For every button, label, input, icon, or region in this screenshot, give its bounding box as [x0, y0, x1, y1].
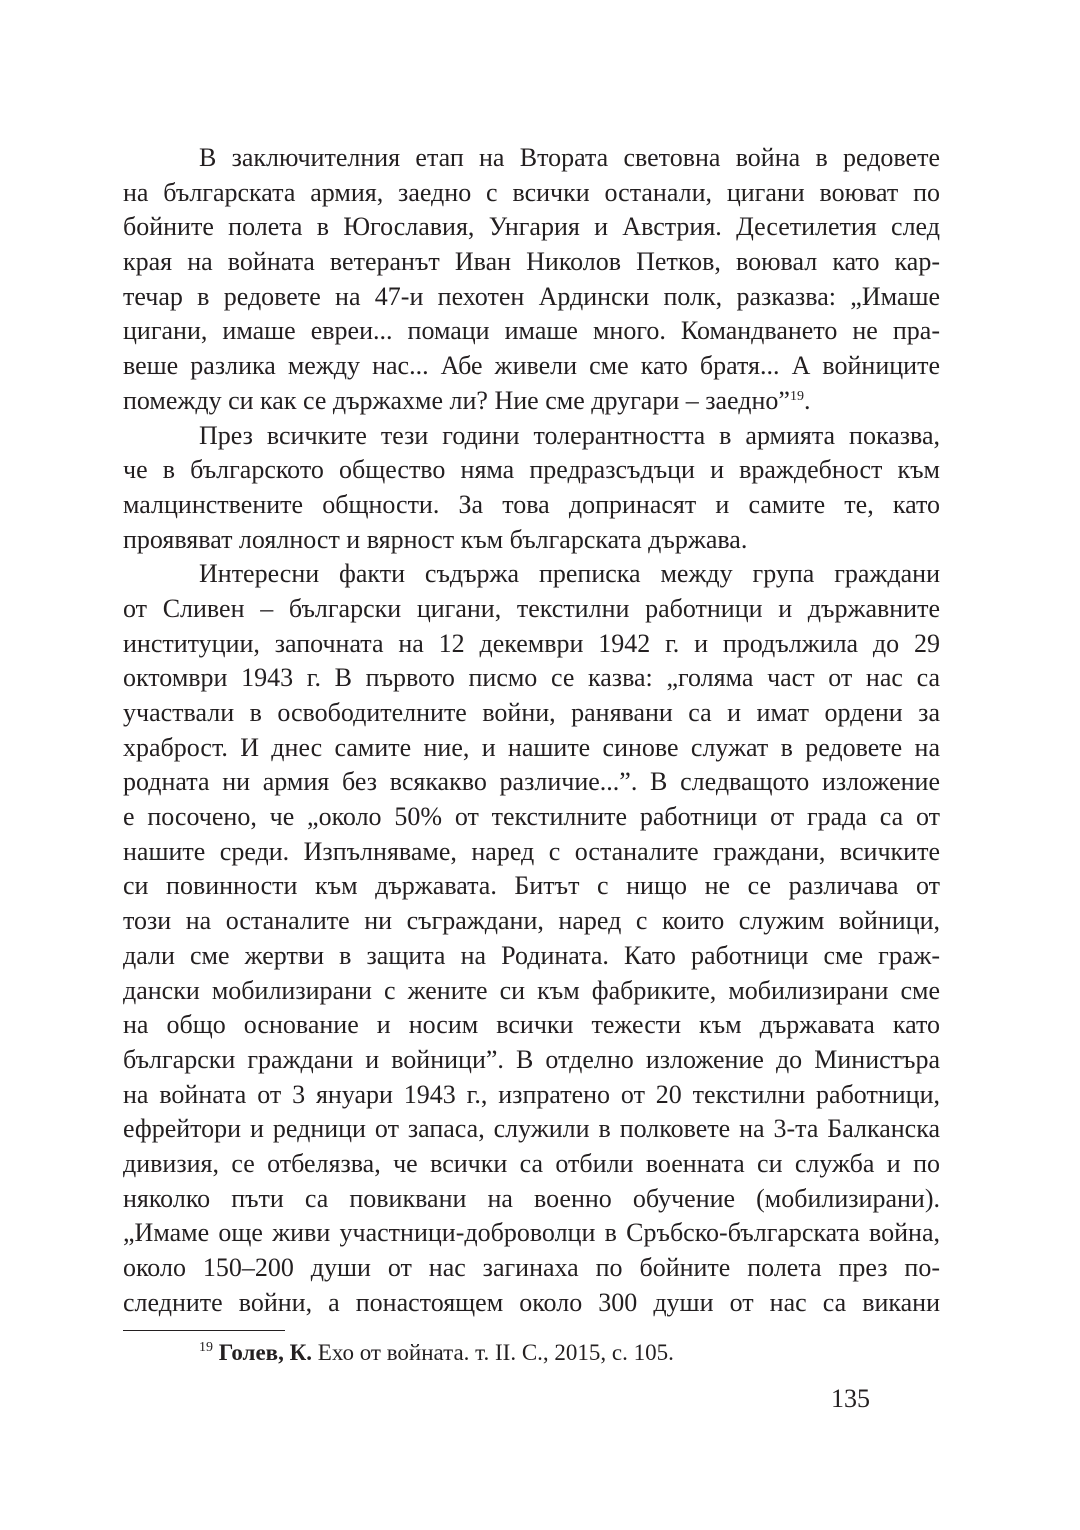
text-line: дивизия, се отбелязва, че всички са отбили военната си служба и по	[123, 1148, 940, 1178]
footnote	[199, 1339, 674, 1367]
text-line: октомври 1943 г. В първото писмо се казва: „голяма част от нас са	[123, 663, 940, 693]
text-line: че в българското общество няма предразсъдъци и враждебност към	[123, 455, 940, 485]
text-line: от Сливен – български цигани, текстилни работници и държавните	[123, 593, 940, 623]
paragraph	[123, 557, 940, 1320]
text-line: следните войни, а понастоящем около 300 души от нас са викани	[123, 1287, 940, 1317]
text-line	[123, 384, 940, 419]
text-line: на войната от 3 януари 1943 г., изпратено от 20 текстилни работници,	[123, 1079, 940, 1109]
footnote-number: 19	[199, 1340, 213, 1355]
text-line: През всичките тези години толерантността в армията показва,	[199, 420, 940, 450]
text-line: на българската армия, заедно с всички останали, цигани воюват по	[123, 177, 940, 207]
footnote-reference[interactable]: 19	[789, 388, 804, 404]
paragraph	[123, 419, 940, 558]
text-line: малцинствените общности. За това допринасят и самите те, като	[123, 489, 940, 519]
text-line: дански мобилизирани с жените си към фабриките, мобилизирани сме	[123, 975, 940, 1005]
footnote-separator	[123, 1330, 285, 1331]
page-body	[123, 141, 940, 1320]
text-line: български граждани и войници”. В отделно изложение до Министъра	[123, 1044, 940, 1074]
sentence-end: .	[803, 385, 811, 415]
text-line: В заключителния етап на Втората световна война в редовете	[199, 143, 940, 172]
text-line: на общо основание и носим всички тежести към държавата като	[123, 1010, 940, 1040]
text-line: течар в редовете на 47-и пехотен Ардински полк, разказва: „Имаше	[123, 281, 940, 311]
page-number: 135	[831, 1384, 870, 1413]
text-line: около 150–200 души от нас загинаха по бойните полета през по-	[123, 1253, 940, 1282]
text-line: дали сме жертви в защита на Родината. Като работници сме граж-	[123, 940, 940, 970]
text-line: участвали в освободителните войни, ранявани са и имат ордени за	[123, 698, 940, 727]
text-line: бойните полета в Югославия, Унгария и Австрия. Десетилетия след	[123, 212, 940, 242]
text-line: проявяват лоялност и вярност към българската държава.	[123, 524, 748, 554]
text-line: родната ни армия без всякакво различие...”. В следващото изложение	[123, 767, 940, 797]
text-line: веше разлика между нас... Абе живели сме като братя... А войниците	[123, 351, 940, 381]
text-line: ефрейтори и редници от запаса, служили в полковете на 3-та Балканска	[123, 1114, 940, 1144]
text-line: „Имаме още живи участници-доброволци в Сръбско-българската война,	[123, 1218, 940, 1248]
paragraph	[123, 141, 940, 419]
text-line: си повинности към държавата. Битът с нищо не се различава от	[123, 871, 940, 901]
text-line: нашите среди. Изпълняваме, наред с останалите граждани, всичките	[123, 836, 940, 866]
text-line: няколко пъти са повиквани на военно обучение (мобилизирани).	[123, 1183, 940, 1213]
footnote-author: Голев, К.	[218, 1340, 313, 1365]
text-line: цигани, имаше евреи... помаци имаше много. Командването не пра-	[123, 316, 940, 346]
text-line: е посочено, че „около 50% от текстилните работници от града са от	[123, 802, 940, 832]
text-line: институции, започната на 12 декември 1942 г. и продължила до 29	[123, 628, 940, 658]
text-line: Интересни факти съдържа преписка между група граждани	[199, 559, 940, 589]
text-line: края на войната ветеранът Иван Николов Петков, воювал като кар-	[123, 247, 940, 277]
text-line: храброст. И днес самите ние, и нашите синове служат в редовете на	[123, 732, 940, 762]
text-line: този на останалите ни съграждани, наред с които служим войници,	[123, 906, 940, 936]
footnote-text: Ехо от войната. т. II. С., 2015, с. 105.	[312, 1340, 674, 1365]
text-line-content: помежду си как се държахме ли? Ние сме другари – заедно”	[123, 385, 790, 415]
